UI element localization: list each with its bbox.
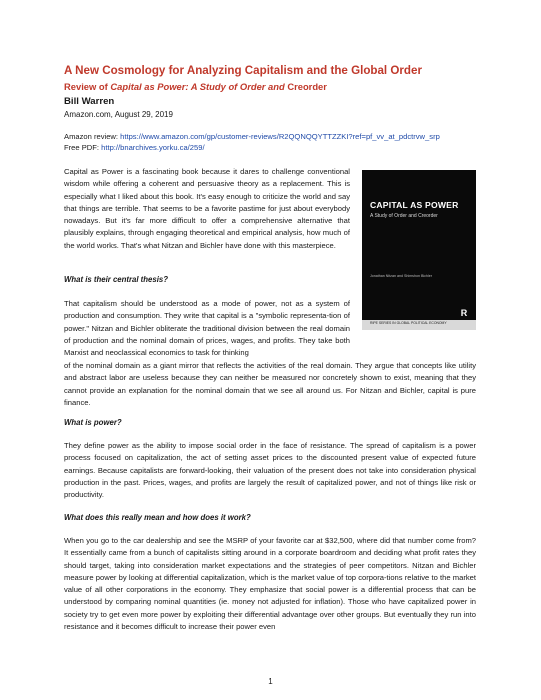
review-subtitle [64,81,484,92]
link-block [64,131,494,153]
cover-title: CAPITAL AS POWER [370,200,459,210]
heading-how-it-works: What does this really mean and how does it work? [64,513,251,522]
amazon-review-label: Amazon review: [64,132,121,141]
intro-paragraph: Capital as Power is a fascinating book because it dares to challenge conventional wisdom while offering a coherent and persuasive theory as a replacement. This is especially what I liked about this book. It's easy enough to criticize the world and say that things are terrible. That seems to be a favorite pastime for just about everybody nowadays. But it's far more difficult to offer a comprehensive alternative that plausibly explains, through engaging theoretical and empirical analysis, how much of the world works. That's what Nitzan and Bichler have done with this masterpiece. [64,167,350,250]
power-paragraph: They define power as the ability to impose social order in the face of resistance. The spread of capitalism is a power process focused on capitalization, the act of setting asset prices to the discounted present value of expected future earnings. Because capitalists are forward-looking, their valuation of the present does not take into consideration physical production in the past. Prices, wages, and profits are largely the result of capitalized power, and not of things like risk or productivity. [64,441,476,500]
book-title: Capital as Power: A Study of Order and [110,81,285,92]
thesis-paragraph-part1: That capitalism should be understood as a mode of power, not as a system of production and consumption. They write that capital is a "symbolic representa-tion of power." Nitzan and Bichler obliterate the traditional division between the real domain of production and the nominal domain of prices, wages, and profits. They take both Marxist and neoclassical economics to task for thinking [64,299,350,358]
publication-date: Amazon.com, August 29, 2019 [64,110,173,119]
document-title: A New Cosmology for Analyzing Capitalism and the Global Order [64,64,422,77]
subtitle-prefix: Review of [64,81,111,92]
cover-authors: Jonathan Nitzan and Shimshon Bichler [370,274,432,278]
amazon-review-link[interactable]: https://www.amazon.com/gp/customer-reviews/R2QQNQQYTTZZKI?ref=pf_vv_at_pdctrvw_srp [120,132,440,141]
free-pdf-link[interactable]: http://bnarchives.yorku.ca/259/ [101,143,205,152]
subtitle-suffix: Creorder [284,81,327,92]
cover-subtitle: A Study of Order and Creorder [370,213,438,219]
page-number: 1 [268,677,273,686]
publisher-logo-icon: R [460,308,468,318]
thesis-paragraph-part2: of the nominal domain as a giant mirror that reflects the activities of the real domain. They argue that concepts like utility and abstract labor are useless because they can neither be measured nor concretely shown to exist, meaning that they cannot provide an explanation for the nominal domain that we see all around us. For Nitzan and Bichler, capital is pure finance. [64,361,476,407]
cover-series: RIPE SERIES IN GLOBAL POLITICAL ECONOMY [370,321,447,325]
heading-central-thesis: What is their central thesis? [64,275,168,284]
heading-what-is-power: What is power? [64,418,122,427]
amazon-review-line [64,131,494,142]
free-pdf-line [64,142,494,153]
book-cover-image [362,170,476,330]
free-pdf-label: Free PDF: [64,143,102,152]
how-it-works-paragraph: When you go to the car dealership and see the MSRP of your favorite car at $32,500, where did that number come from? It essentially came from a bunch of capitalists sitting around in a corporate boardroom and deciding what profit rates they should target, taking into consideration market expectations and the strategies of peer competitors. Nitzan and Bichler measure power by looking at differential capitalization, which is the market value of top corpora-tions relative to the market value of all other corporations in the economy. They emphasize that social power is a differential process that can be understood by comparing nominal quantities (ie. money not adjusted for inflation). Those who have capitalized power in society try to get even more power by exploiting their differential advantage over other groups. But eventually they run into resistance and it becomes difficult to increase their power even [64,536,476,632]
author-name: Bill Warren [64,96,115,107]
